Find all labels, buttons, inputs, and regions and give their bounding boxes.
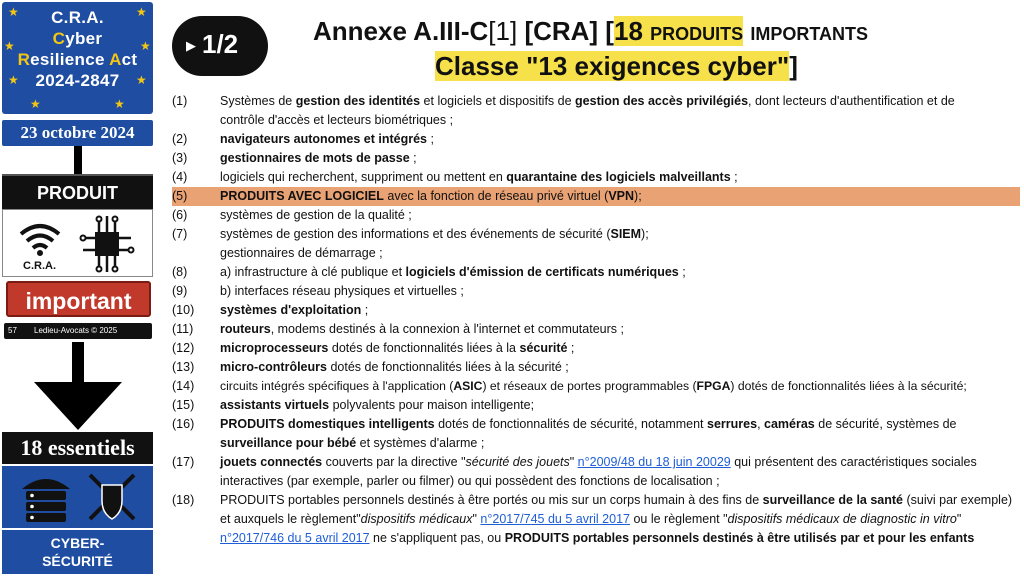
cybersecurite-label: CYBER- SÉCURITÉ (2, 530, 153, 574)
connector-line (74, 146, 82, 174)
regulation-link-746[interactable]: n°2017/746 du 5 avril 2017 (220, 531, 370, 545)
play-icon: ▶ (186, 38, 196, 53)
chip-icon (75, 214, 139, 274)
cra-title-line3: Resilience Act (17, 50, 138, 69)
important-label: important (6, 281, 151, 317)
list-item: (10) systèmes d'exploitation ; (172, 303, 369, 317)
eu-star-icon: ★ (8, 73, 19, 87)
eu-star-icon: ★ (114, 97, 125, 111)
list-item: (17) jouets connectés couverts par la directive "sécurité des jouets" n°2009/48 du 18 juin 20029 qui présentent des caractéristiques sociales interactives (par exemple, parler ou filmer) ou qui possèdent des fonctions de localisation ; (172, 455, 977, 488)
product-icons (2, 209, 153, 277)
list-item: (15) assistants virtuels polyvalents pour maison intelligente; (172, 398, 535, 412)
page-badge (172, 16, 268, 76)
eu-star-icon: ★ (4, 39, 15, 53)
cra-small-label: C.R.A. (23, 260, 56, 272)
cra-title-line1: C.R.A. (51, 8, 104, 27)
shield-swords-icon (84, 469, 140, 525)
server-icon (16, 469, 76, 525)
eu-star-icon: ★ (8, 5, 19, 19)
list-item: (12) microprocesseurs dotés de fonctionnalités liées à la sécurité ; (172, 341, 575, 355)
date-label: 23 octobre 2024 (2, 120, 153, 146)
footer-strip (4, 323, 152, 339)
list-item: (18) PRODUITS portables personnels destinés à être portés ou mis sur un corps humain à des fins de surveillance de la santé (suivi par exemple) et auxquels le règlement"dispositifs médicaux" n°2017/745 du 5 avril 2017 ou le règlement "dispositifs médicaux de diagnostic in vitro" n°2017/746 du 5 avril 2017 ne s'appliquent pas, ou PRODUITS portables personnels destinés à être utilisés par et pour les enfants (172, 493, 1013, 545)
page-number: 57 (8, 326, 17, 335)
eu-star-icon: ★ (140, 39, 151, 53)
list-item: (8) a) infrastructure à clé publique et logiciels d'émission de certificats numériques ; (172, 265, 686, 279)
list-item: (2) navigateurs autonomes et intégrés ; (172, 132, 434, 146)
directive-link[interactable]: n°2009/48 du 18 juin 20029 (577, 455, 731, 469)
cra-title-line4: 2024-2847 (35, 71, 120, 90)
wifi-icon (17, 218, 63, 258)
list-item: (3) gestionnaires de mots de passe ; (172, 151, 417, 165)
cra-badge (2, 2, 153, 114)
page-title-line1: Annexe A.III-C[1] [CRA] [18 produits importants (313, 16, 869, 46)
regulation-link-745[interactable]: n°2017/745 du 5 avril 2017 (480, 512, 630, 526)
cyber-icons (2, 466, 153, 528)
down-arrow-icon (30, 342, 126, 432)
product-list (172, 92, 1020, 548)
list-item: (14) circuits intégrés spécifiques à l'application (ASIC) et réseaux de portes programmables (FPGA) dotés de fonctionnalités liées à la sécurité; (172, 379, 967, 393)
eu-star-icon: ★ (30, 97, 41, 111)
essentiels-label: 18 essentiels (2, 432, 153, 464)
page-indicator: 1/2 (202, 29, 239, 59)
page-title-line2: Classe "13 exigences cyber"] (435, 51, 798, 81)
list-item: (16) PRODUITS domestiques intelligents dotés de fonctionnalités de sécurité, notamment serrures, caméras de sécurité, systèmes de surveillance pour bébé et systèmes d'alarme ; (172, 417, 957, 450)
copyright: Ledieu-Avocats © 2025 (34, 326, 118, 335)
left-sidebar (0, 0, 156, 576)
list-item: (4) logiciels qui recherchent, suppriment ou mettent en quarantaine des logiciels malveillants ; (172, 170, 738, 184)
eu-star-icon: ★ (136, 5, 147, 19)
list-item: (9) b) interfaces réseau physiques et virtuelles ; (172, 284, 464, 298)
produit-label: PRODUIT (2, 174, 153, 210)
eu-star-icon: ★ (136, 73, 147, 87)
list-item: (7) systèmes de gestion des informations et des événements de sécurité (SIEM); gestionnaires de démarrage ; (172, 227, 649, 260)
list-item: (13) micro-contrôleurs dotés de fonctionnalités liées à la sécurité ; (172, 360, 569, 374)
list-item: (11) routeurs, modems destinés à la connexion à l'internet et commutateurs ; (172, 322, 624, 336)
list-item: (6) systèmes de gestion de la qualité ; (172, 208, 412, 222)
list-item: (1) Systèmes de gestion des identités et logiciels et dispositifs de gestion des accès privilégiés, dont lecteurs d'authentification et de contrôle d'accès et lecteurs biométriques ; (172, 94, 955, 127)
list-item-highlighted: (5) PRODUITS AVEC LOGICIEL avec la fonction de réseau privé virtuel (VPN); (172, 187, 1020, 206)
cra-title-line2: Cyber (52, 29, 103, 48)
